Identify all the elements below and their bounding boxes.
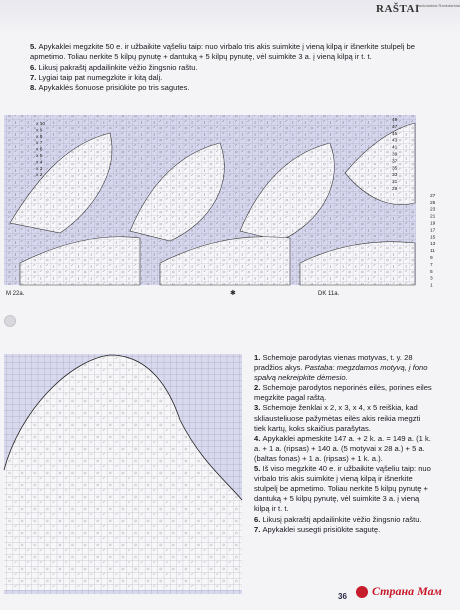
row-number: 17 (430, 228, 436, 234)
bottom-instructions (254, 353, 432, 535)
step-text: Iš viso megzkite 40 e. ir užbaikite vąšeliu taip: nuo virbalo tris akis suimkite į vieną kilpą ir išnerkite stulpelį be apmetimo. Toliau nerkite 5 kilpų pynutę + dantuką + 5 kilpų pynutę, vėl suimkite 3 a. į vieną kilpą ir t. t. (254, 464, 431, 514)
step-text: Apykaklės šonuose prisiūkite po tris sagutes. (38, 83, 190, 93)
page-header (0, 0, 460, 34)
step-number: 7. (30, 72, 39, 82)
row-number: 43 (392, 138, 398, 144)
instruction-step (254, 353, 432, 383)
magazine-brand: RAŠTAI (376, 3, 420, 15)
step-text: Schemoje parodytos neporinės eilės, porines eiles megzkite pagal raštą. (254, 383, 432, 403)
step-text: Apykaklei apmeskite 147 a. + 2 k. a. = 149 a. (1 k. a. + 1 a. (ripsas) + 140 a. (5 motyvai x 28 a.) + 5 a. (baltas fonas) + 1 a. (ripsas) + 1 k. a.). (254, 433, 431, 463)
row-number: 15 (430, 235, 436, 241)
instruction-step (254, 403, 432, 433)
step-note: Pastaba: megzdamos motyvą, į fono spalvą nekreipkite dėmesio. (254, 363, 428, 383)
row-number: 37 (392, 159, 398, 165)
repeat-label: x 6 (36, 147, 43, 153)
row-number: 19 (430, 221, 436, 227)
step-number: 6. (30, 62, 39, 72)
step-text: Schemoje parodytas vienas motyvas, t. y. 28 pradžios akys. (254, 353, 413, 373)
step-number: 6. (254, 514, 263, 524)
repeat-label: x 10 (36, 122, 46, 127)
top-instructions (30, 42, 450, 93)
repeat-label: x 9 (36, 128, 43, 134)
step-text: Apykaklei megzkite 50 e. ir užbaikite vąšeliu taip: nuo virbalo tris akis suimkite į vieną kilpą ir išnerkite stulpelį be apmetimo. Toliau nerkite 5 kilpų pynutę + dantuką + 5 kilpų pynutę, vėl suimkite 3 a. į vieną kilpą ir t. t. (30, 42, 415, 62)
step-number: 1. (254, 353, 263, 362)
instruction-step (254, 515, 432, 525)
instruction-step (254, 383, 432, 403)
repeat-label: x 5 (36, 154, 43, 159)
row-number: 21 (430, 214, 436, 220)
row-number: 9 (430, 256, 433, 261)
row-number: 23 (430, 207, 436, 213)
row-number: 13 (430, 242, 436, 248)
row-number: 25 (430, 200, 436, 206)
punch-hole (4, 315, 16, 327)
step-text: Schemoje ženklai x 2, x 3, x 4, x 5 reiškia, kad skliausteliuose pažymėtas eilės akis reikia megzti tiek kartų, koks skaičius parašytas. (254, 403, 421, 433)
step-number: 4. (254, 433, 263, 443)
row-number: 47 (392, 124, 398, 130)
step-number: 5. (30, 42, 39, 51)
row-number: 5 (430, 269, 433, 275)
step-number: 5. (254, 464, 263, 474)
row-number: 39 (392, 152, 398, 158)
row-number: 3 (430, 276, 433, 282)
row-number: 7 (430, 262, 433, 268)
row-number: 31 (392, 180, 398, 186)
chart-symbols (4, 115, 416, 285)
row-number: 33 (392, 173, 398, 179)
row-number: 49 (392, 118, 398, 123)
instruction-step (254, 525, 432, 535)
step-number: 3. (254, 403, 263, 413)
instruction-step (30, 83, 450, 93)
instruction-step (30, 73, 450, 83)
chart-bottom-left-label: M 22a. (6, 291, 25, 297)
instruction-step (30, 42, 450, 63)
chart-bottom-right-label: DK 11a. (318, 291, 340, 297)
repeat-label: x 2 (36, 173, 43, 179)
instruction-step (254, 434, 432, 464)
instruction-step (254, 464, 432, 514)
repeat-label: x 8 (36, 134, 43, 140)
watermark-text: Страна Мам (372, 584, 442, 598)
row-number: 11 (430, 249, 435, 255)
step-text: Likusį pakraštį apdailinkite vėžio žingsnio raštu. (38, 62, 198, 72)
step-number: 7. (254, 524, 263, 534)
top-knitting-chart (0, 113, 460, 307)
repeat-label: x 3 (36, 166, 43, 172)
step-number: 8. (30, 83, 39, 93)
row-number: 45 (392, 131, 398, 137)
row-number: 35 (392, 166, 398, 172)
bottom-knitting-chart (0, 350, 248, 600)
chart-center-mark: ✱ (230, 290, 236, 297)
step-number: 2. (254, 383, 263, 393)
magazine-brand-sub: Rankdarbiai Rankdarbiai (416, 3, 460, 8)
row-number: 41 (392, 145, 398, 151)
step-text: Lygiai taip pat numegzkite ir kitą dalį. (38, 72, 163, 82)
watermark-logo-icon (356, 586, 368, 598)
step-text: Likusį pakraštį apdailinkite vėžio žingsnio raštu. (262, 514, 422, 524)
row-number: 27 (430, 193, 436, 199)
repeat-label: x 4 (36, 160, 43, 166)
instruction-step (30, 63, 450, 73)
step-text: Apykaklei susegti prisiūkite sagutę. (262, 524, 381, 534)
row-number: 29 (392, 187, 398, 192)
repeat-label: x 7 (36, 141, 43, 147)
page-number: 36 (338, 592, 347, 601)
row-number: 1 (430, 283, 433, 289)
